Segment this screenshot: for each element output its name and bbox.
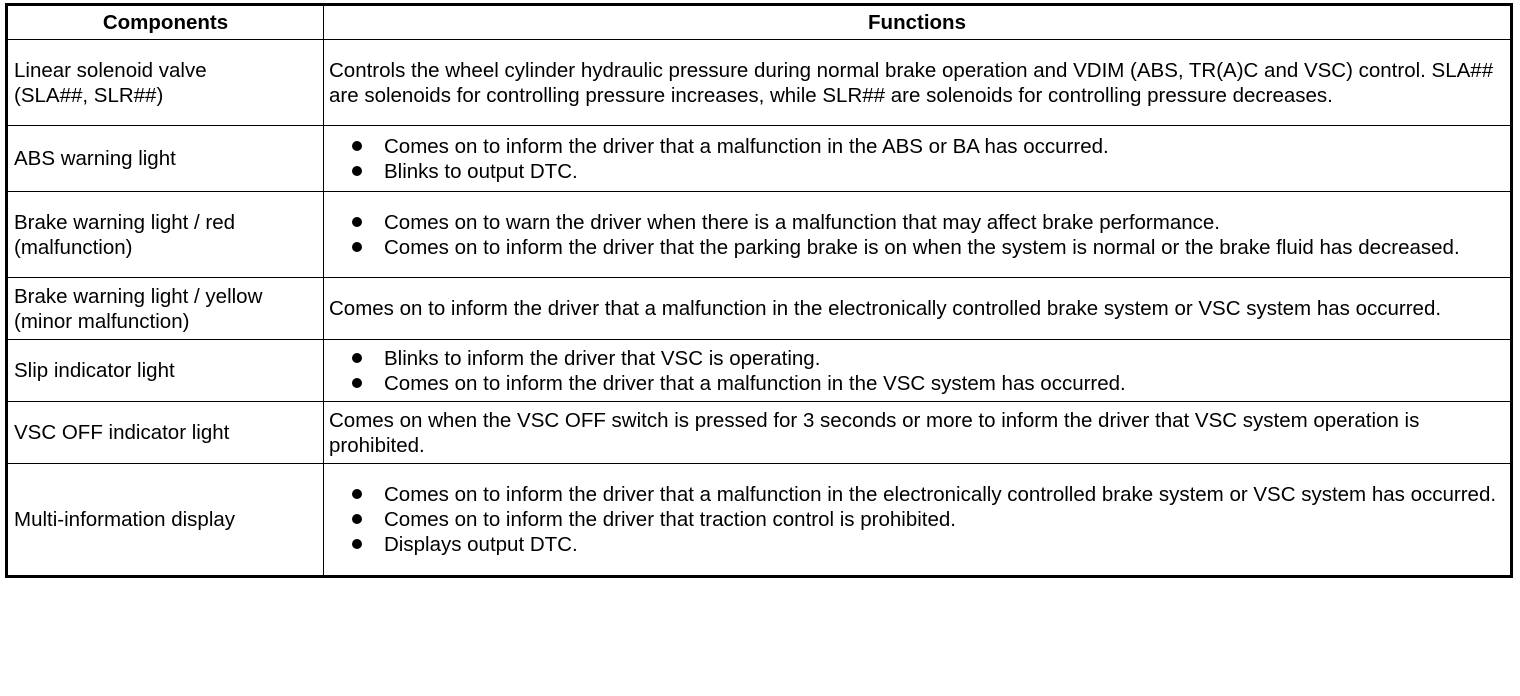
function-bullet: [329, 235, 1506, 260]
table-row: [7, 278, 1512, 340]
function-text: Controls the wheel cylinder hydraulic pressure during normal brake operation and VDIM (ABS, TR(A)C and VSC) control. SLA## are solenoids for controlling pressure increases, while SLR## are solenoids for controlling pressure decreases.: [329, 58, 1494, 107]
table-row: [7, 40, 1512, 126]
component-name-line: (SLA##, SLR##): [14, 83, 164, 107]
function-bullet-list: [329, 346, 1506, 396]
function-text: Comes on when the VSC OFF switch is pressed for 3 seconds or more to inform the driver that VSC system operation is prohibited.: [329, 408, 1420, 457]
table-row: [7, 402, 1512, 464]
function-bullet: [329, 346, 1506, 371]
bullet-dot-icon: [352, 539, 362, 549]
bullet-dot-icon: [352, 489, 362, 499]
function-bullet: [329, 532, 1506, 557]
function-bullet-list: [329, 210, 1506, 260]
component-name-line: (malfunction): [14, 235, 133, 259]
function-cell: [324, 402, 1512, 464]
component-cell: [7, 464, 324, 577]
component-name-line: Linear solenoid valve: [14, 58, 207, 82]
function-bullet: [329, 134, 1506, 159]
bullet-dot-icon: [352, 141, 362, 151]
function-bullet-text: Comes on to inform the driver that traction control is prohibited.: [384, 508, 956, 531]
component-cell: [7, 278, 324, 340]
function-cell: [324, 192, 1512, 278]
function-cell: [324, 40, 1512, 126]
function-bullet-list: [329, 134, 1506, 184]
function-bullet-list: [329, 482, 1506, 557]
components-header: Components: [7, 5, 324, 40]
component-name-line: Brake warning light / red: [14, 210, 236, 234]
function-bullet-text: Displays output DTC.: [384, 533, 578, 556]
table-row: [7, 464, 1512, 577]
component-cell: [7, 340, 324, 402]
header-row: [7, 5, 1512, 40]
component-name-line: Multi-information display: [14, 508, 236, 531]
function-bullet-text: Comes on to inform the driver that a malfunction in the ABS or BA has occurred.: [384, 134, 1109, 158]
bullet-dot-icon: [352, 217, 362, 227]
bullet-dot-icon: [352, 242, 362, 252]
function-bullet-text: Comes on to inform the driver that the parking brake is on when the system is normal or the brake fluid has decreased.: [384, 235, 1460, 259]
function-bullet-text: Blinks to output DTC.: [384, 159, 578, 183]
function-bullet-text: Comes on to inform the driver that a malfunction in the electronically controlled brake system or VSC system has occurred.: [384, 483, 1497, 506]
table-row: [7, 340, 1512, 402]
function-bullet-text: Blinks to inform the driver that VSC is operating.: [384, 346, 821, 370]
bullet-dot-icon: [352, 514, 362, 524]
component-name-line: ABS warning light: [14, 147, 176, 170]
function-bullet: [329, 507, 1506, 532]
function-text: Comes on to inform the driver that a malfunction in the electronically controlled brake system or VSC system has occurred.: [329, 297, 1442, 320]
functions-header: Functions: [324, 5, 1512, 40]
component-cell: [7, 192, 324, 278]
function-bullet: [329, 371, 1506, 396]
component-name-line: Brake warning light / yellow: [14, 284, 263, 308]
component-cell: [7, 126, 324, 192]
function-bullet-text: Comes on to warn the driver when there is a malfunction that may affect brake performance.: [384, 210, 1220, 234]
function-cell: [324, 464, 1512, 577]
function-bullet: [329, 482, 1506, 507]
bullet-dot-icon: [352, 353, 362, 363]
table-row: [7, 126, 1512, 192]
component-name-line: Slip indicator light: [14, 359, 175, 382]
component-cell: [7, 40, 324, 126]
components-functions-table: [5, 3, 1513, 578]
table-row: [7, 192, 1512, 278]
bullet-dot-icon: [352, 166, 362, 176]
component-name-line: (minor malfunction): [14, 309, 190, 333]
function-cell: [324, 340, 1512, 402]
components-functions-table-wrapper: [5, 3, 1510, 578]
component-cell: [7, 402, 324, 464]
component-name-line: VSC OFF indicator light: [14, 421, 230, 444]
function-bullet-text: Comes on to inform the driver that a malfunction in the VSC system has occurred.: [384, 371, 1126, 395]
function-cell: [324, 278, 1512, 340]
function-bullet: [329, 159, 1506, 184]
bullet-dot-icon: [352, 378, 362, 388]
function-bullet: [329, 210, 1506, 235]
function-cell: [324, 126, 1512, 192]
